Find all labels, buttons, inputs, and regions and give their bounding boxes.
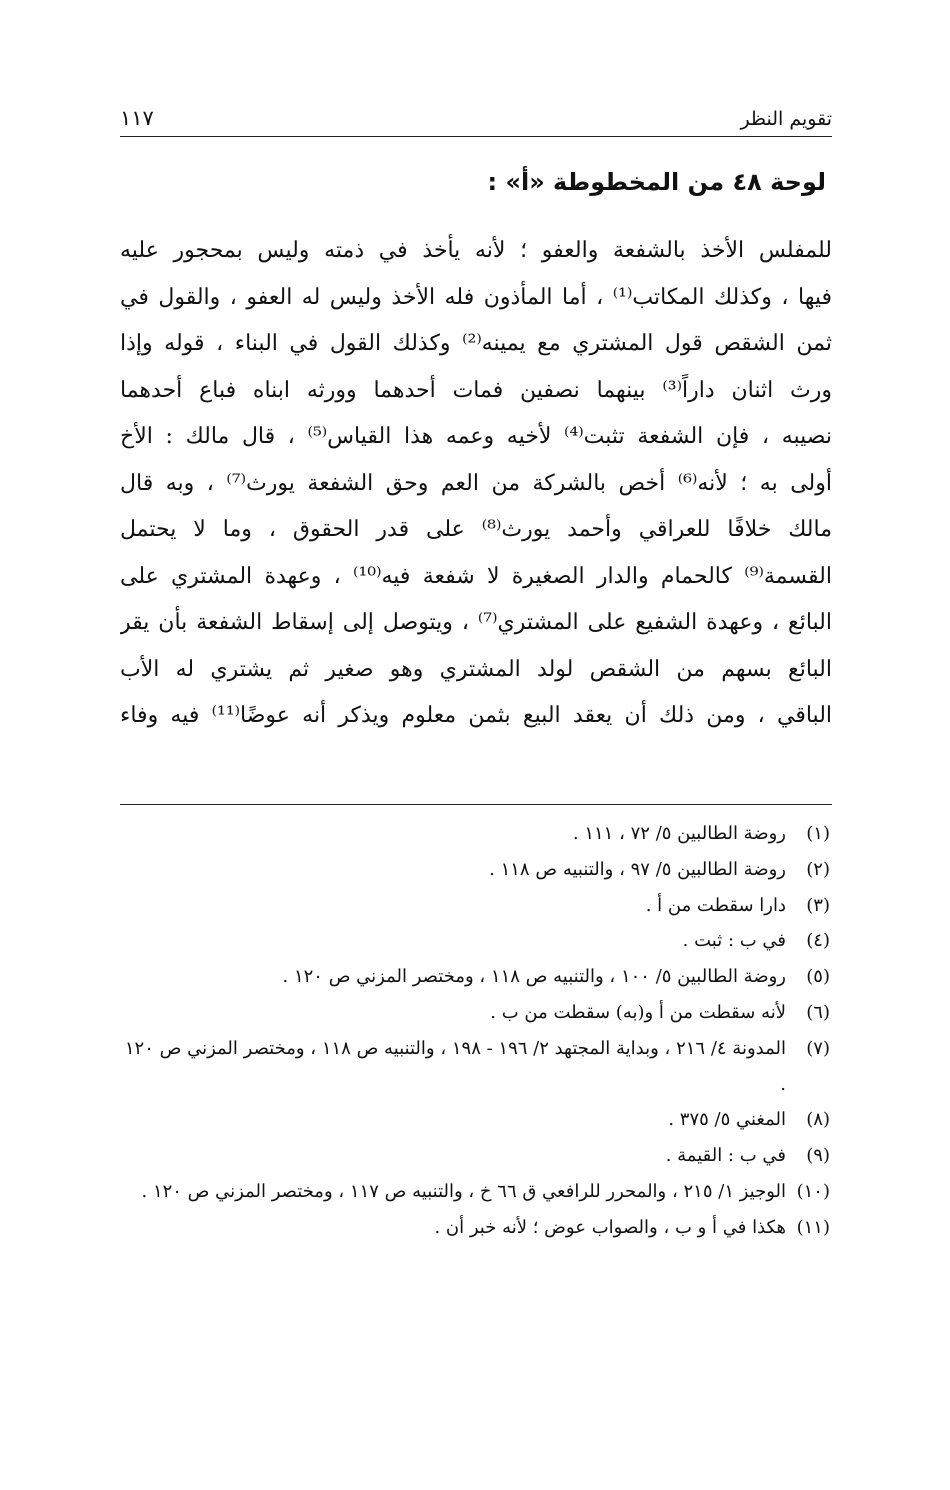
footnote-text: روضة الطالبين ٥/ ٧٢ ، ١١١ . (572, 823, 786, 844)
footnote-text: في ب : القيمة . (665, 1145, 786, 1167)
footnote-number: (٨) (806, 1109, 830, 1131)
section-heading: لوحة ٤٨ من المخطوطة «أ» : (487, 168, 826, 196)
footnote-text: روضة الطالبين ٥/ ٩٧ ، والتنبيه ص ١١٨ . (489, 858, 786, 880)
body-line: للمفلس الأخذ بالشفعة والعفو ؛ لأنه يأخذ في ذمته وليس بمحجور عليه (120, 238, 832, 263)
body-line: البائع بسهم من الشقص لولد المشتري وهو صغير ثم يشتري له الأب (120, 656, 832, 682)
footnote-number: (٩) (806, 1145, 830, 1167)
running-header-title: تقويم النظر (740, 108, 832, 130)
body-line: ورث اثنان داراً⁽³⁾ بينهما نصفين فمات أحدهما وورثه ابناه فباع أحدهما (120, 377, 832, 403)
body-line: أولى به ؛ لأنه⁽⁶⁾ أخص بالشركة من العم وحق الشفعة يورث⁽⁷⁾ ، وبه قال (120, 470, 832, 496)
footnote (120, 852, 830, 888)
footnote (120, 1174, 830, 1210)
book-page (120, 0, 832, 1490)
footnote-number: (٥) (806, 966, 830, 988)
footnote-text: لأنه سقطت من أ و(به) سقطت من ب . (490, 1001, 786, 1023)
body-line: ثمن الشقص قول المشتري مع يمينه⁽²⁾ وكذلك القول في البناء ، قوله وإذا (120, 331, 832, 356)
body-line: فيها ، وكذلك المكاتب⁽¹⁾ ، أما المأذون فله الأخذ وليس له العفو ، والقول في (120, 284, 832, 310)
footnote-text: في ب : ثبت . (682, 930, 786, 952)
footnote-text: الوجيز ١/ ٢١٥ ، والمحرر للرافعي ق ٦٦ خ ، والتنبيه ص ١١٧ ، ومختصر المزني ص ١٢٠ . (141, 1180, 786, 1202)
footnote (120, 923, 830, 959)
footnote (120, 1210, 830, 1246)
body-line: مالك خلافًا للعراقي وأحمد يورث⁽⁸⁾ على قدر الحقوق ، وما لا يحتمل (120, 517, 832, 542)
body-line: القسمة⁽⁹⁾ كالحمام والدار الصغيرة لا شفعة فيه⁽¹⁰⁾ ، وعهدة المشتري على (120, 563, 832, 589)
footnote (120, 1102, 830, 1138)
body-line: الباقي ، ومن ذلك أن يعقد البيع بثمن معلوم ويذكر أنه عوضًا⁽¹¹⁾ فيه وفاء (120, 703, 832, 728)
footnote (120, 1031, 830, 1103)
footnote-divider (120, 804, 832, 805)
footnotes (120, 816, 830, 1246)
body-text (120, 228, 832, 740)
footnote-number: (٢) (806, 858, 830, 880)
footnote-number: (١١) (796, 1216, 830, 1238)
footnote (120, 959, 830, 995)
footnote-text: المغني ٥/ ٣٧٥ . (668, 1109, 786, 1131)
body-line: نصيبه ، فإن الشفعة تثبت⁽⁴⁾ لأخيه وعمه هذا القياس⁽⁵⁾ ، قال مالك : الأخ (120, 424, 832, 449)
running-header (120, 96, 832, 137)
footnote-text: المدونة ٤/ ٢١٦ ، وبداية المجتهد ٢/ ١٩٦ - ١٩٨ ، والتنبيه ص ١١٨ ، ومختصر المزني ص ١٢٠ . (124, 1037, 786, 1095)
footnote-text: روضة الطالبين ٥/ ١٠٠ ، والتنبيه ص ١١٨ ، ومختصر المزني ص ١٢٠ . (282, 966, 786, 988)
footnote-text: هكذا في أ و ب ، والصواب عوض ؛ لأنه خبر أن . (434, 1216, 786, 1238)
footnote-number: (٤) (806, 930, 830, 952)
body-line: البائع ، وعهدة الشفيع على المشتري⁽⁷⁾ ، ويتوصل إلى إسقاط الشفعة بأن يقر (120, 610, 832, 635)
footnote (120, 888, 830, 924)
footnote (120, 995, 830, 1031)
footnote-number: (٣) (806, 894, 830, 916)
footnote-number: (١٠) (796, 1180, 830, 1202)
footnote (120, 1138, 830, 1174)
footnote-number: (٦) (806, 1001, 830, 1023)
footnote-number: (١) (806, 823, 830, 844)
footnote-number: (٧) (806, 1037, 830, 1059)
footnote (120, 816, 830, 852)
footnote-text: دارا سقطت من أ . (645, 894, 786, 916)
page-number: ١١٧ (120, 106, 154, 130)
